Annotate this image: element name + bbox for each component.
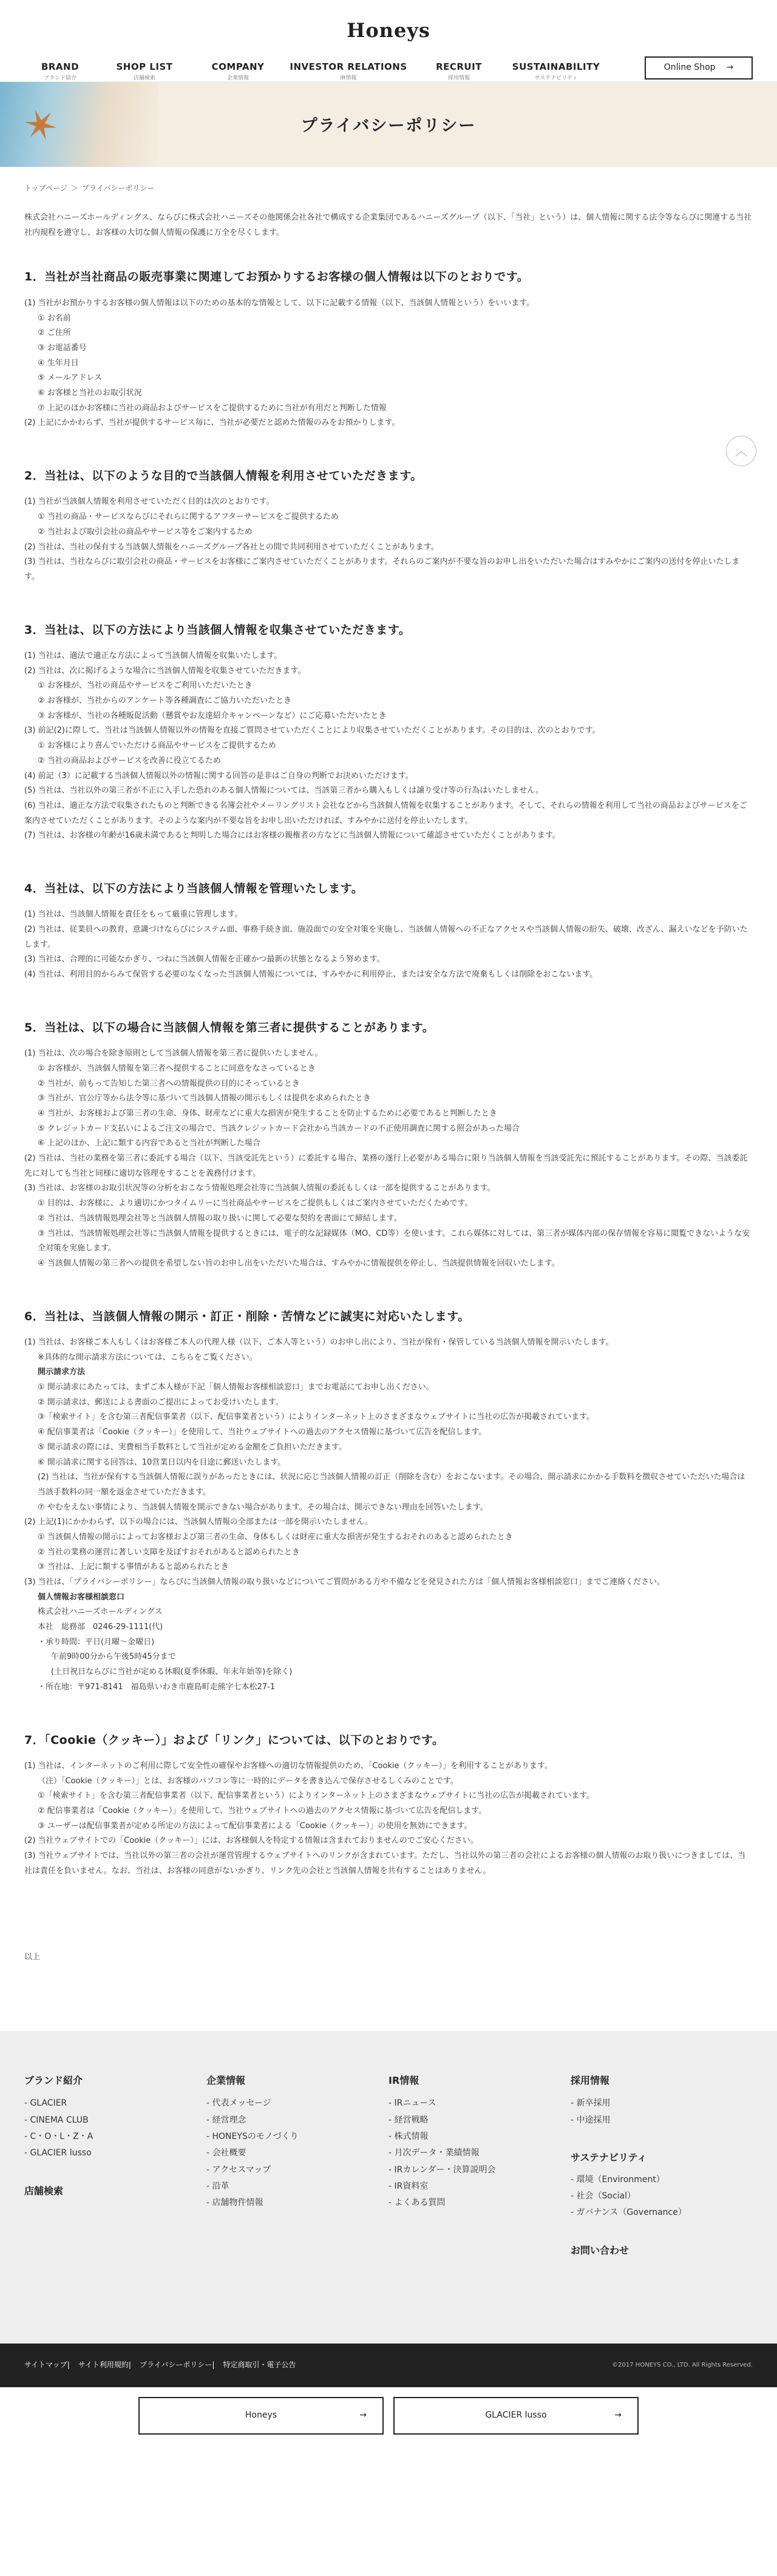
footer-heading[interactable]: 企業情報 [206,2074,246,2086]
section-line: ② 配信事業者は「Cookie（クッキー）」を使用して、当社ウェブサイトへの過去のアクセス情報に基づいて広告を配信します。 [38,1806,487,1815]
nav-item-label: INVESTOR RELATIONS [290,61,407,72]
section-line: (3) 当社は、お客様のお取引状況等の分析をおこなう情報処理会社等に当該個人情報の委託もしくは一部を提供することがあります。 [24,1184,495,1193]
section-line: (1) 当社は、インターネットのご利用に際して安全性の確保やお客様への適切な情報提供のため、「Cookie（クッキー）」を利用することがあります。 [24,1761,552,1771]
page-hero [0,82,777,167]
page-title: プライバシーポリシー [300,117,477,135]
section-line: ① 当該個人情報の開示によってお客様および第三者の生命、身体もしくは財産に重大な損害が発生するおそれのあると認められたとき [38,1532,513,1542]
starfish-icon: ✶ [15,96,66,155]
section-line: (3) 当社は、「プライバシーポリシー」ならびに当該個人情報の取り扱いなどについてご質問がある方や不備などを発見された方は「個人情報お客様相談窓口」までご連絡ください。 [24,1578,665,1587]
global-nav [24,60,608,83]
section-line: (7) 当社は、お客様の年齢が16歳未満であると判明した場合にはお客様の親権者の方などに当該個人情報について確認させていただくことがあります。 [24,831,560,841]
section-line: ② 当社が、前もって告知した第三者への情報提供の目的にそっているとき [38,1079,300,1088]
footer-link[interactable]: - 月次データ・業績情報 [388,2148,480,2158]
section-line: 午前9時00分から午後5時45分まで [51,1652,176,1662]
section-line: (2) 当社は、当社の業務を第三者に委託する場合（以下、当該受託先という）に委託する場合、業務の遂行上必要がある場合に限り当該個人情報を当該受託先に預託することがあります。その際、当該委託先に対しても当社と同様に適切な管理をすることを義務付けます。 [24,1154,748,1178]
section-line: ③ ユーザーは配信事業者が定める所定の方法によって配信事業者による「Cookie（クッキー）」の使用を無効にできます。 [38,1821,472,1831]
footer-heading[interactable]: お問い合わせ [571,2244,629,2256]
footer-link[interactable]: - 新卒採用 [571,2098,611,2109]
policy-section-5 [24,1019,753,1272]
section-title: 5．当社は、以下の場合に当該個人情報を第三者に提供することがあります。 [24,1020,435,1034]
section-title: 6．当社は、当該個人情報の開示・訂正・削除・苦情などに誠実に対応いたします。 [24,1309,470,1323]
section-line: (3) 当社は、合理的に可能なかぎり、つねに当該個人情報を正確かつ最新の状態となるよう努めます。 [24,955,385,964]
section-line: ① お客様が、当該個人情報を第三者へ提供することに同意をなさっているとき [38,1063,316,1073]
policy-section-6 [24,1308,753,1695]
footer-link[interactable]: - 店舗物件情報 [206,2198,263,2208]
footer-link[interactable]: - IRカレンダー・決算説明会 [388,2164,496,2175]
footer-bottom-link[interactable]: プライバシーポリシー [139,2361,212,2370]
section-line: ⑦ 上記のほかお客様に当社の商品およびサービスをご提供するために当社が有用だと判断した情報 [38,403,387,413]
section-line: (2) 上記にかかわらず、当社が提供するサービス毎に、当社が必要だと認めた情報のみをお預かりします。 [24,418,400,428]
section-title: 2．当社は、以下のような目的で当該個人情報を利用させていただきます。 [24,469,422,483]
footer-link[interactable]: - GLACIER [24,2098,67,2109]
footer-link[interactable]: - 社会（Social） [571,2191,636,2201]
footer-heading[interactable]: サステナビリティ [571,2151,647,2163]
section-line: ④ 配信事業者は「Cookie（クッキー）」を使用して、当社ウェブサイトへの過去のアクセス情報に基づいて広告を配信します。 [38,1428,487,1437]
section-line: ① 目的は、お客様に、より適切にかつタイムリーに当社商品やサービスをご提供もしくはご案内させていただくためです。 [38,1199,473,1208]
section-line: (1) 当社は、お客様ご本人もしくはお客様ご本人の代理人様（以下、ご本人等という）のお申し出により、当社が保有・保管している当該個人情報を開示いたします。 [24,1338,614,1347]
section-line: ⑤ 開示請求の際には、実費相当手数料として当社が定める金額をご負担いただきます。 [38,1442,347,1452]
breadcrumb-current: プライバシーポリシー [81,184,155,192]
section-line: ③ 当社が、官公庁等から法令等に基づいて当該個人情報の開示もしくは提供を求められたとき [38,1094,371,1103]
footer-links [24,2359,296,2371]
section-line: ① 当社の商品・サービスならびにそれらに関するアフターサービスをご提供するため [38,512,339,522]
shop-button-label: GLACIER lusso [485,2410,547,2420]
section-title: 1．当社が当社商品の販売事業に関連してお預かりするお客様の個人情報は以下のとおりです。 [24,270,529,284]
site-header [0,0,777,82]
online-shop-button[interactable] [645,56,753,80]
site-logo[interactable]: Honeys [347,19,430,42]
footer-column [206,2073,388,2259]
section-line: ③「検索サイト」を含む第三者配信事業者（以下、配信事業者という）によりインターネット上のさまざまなウェブサイトに当社の広告が掲載されています。 [38,1412,595,1422]
section-line: ⑤ メールアドレス [38,373,103,383]
section-line: （注）「Cookie（クッキー）」とは、お客様のパソコン等に一時的にデータを書き込んで保存させるしくみのことです。 [38,1776,458,1786]
section-line: (1) 当社は、次の場合を除き原則として当該個人情報を第三者に提供いたしません。 [24,1049,323,1059]
footer-link[interactable]: - 会社概要 [206,2148,246,2158]
section-line: (1) 当社が当該個人情報を利用させていただく目的は次のとおりです。 [24,497,274,507]
footer-link[interactable]: - 沿革 [206,2181,229,2191]
nav-item-label: SHOP LIST [116,61,173,72]
footer-heading[interactable]: IR情報 [388,2074,419,2086]
section-line: ① お客様により喜んでいただける商品やサービスをご提供するため [38,741,276,751]
arrow-right-icon: → [726,63,734,73]
section-line: ・所在地：〒971-8141 福島県いわき市鹿島町走熊字七本松27-1 [38,1682,276,1692]
shop-button-label: Honeys [245,2410,277,2420]
nav-item-label: RECRUIT [436,61,482,72]
section-line: (2) 当社は、当社の保有する当該個人情報をハニーズグループ各社との間で共同利用させていただくことがあります。 [24,542,439,552]
section-line: (2) 当社ウェブサイトでの「Cookie（クッキー）」には、お客様個人を特定する情報は含まれておりませんのでご安心ください。 [24,1836,478,1846]
section-line: ② 開示請求は、郵送による書面のご提出によってお受けいたします。 [38,1397,283,1407]
footer-bottom-link[interactable]: サイトマップ [24,2361,67,2370]
footer-bottom-link[interactable]: サイト利用規約 [78,2361,129,2370]
footer-heading[interactable]: 採用情報 [571,2074,610,2086]
online-shop-title: 公式オンラインショップ [339,2371,438,2383]
footer-online-shop [0,2371,777,2435]
nav-item-sublabel: ブランド紹介 [43,75,76,82]
section-line: (5) 当社は、当社以外の第三者が不正に入手した恐れのある個人情報については、当該第三者から購入もしくは譲り受け等の行為はいたしません。 [24,786,544,796]
section-title: 7．「Cookie（クッキー）」および「リンク」については、以下のとおりです。 [24,1733,444,1747]
section-line: ⑦ やむをえない事情により、当該個人情報を開示できない場合があります。その場合は、開示できない理由を回答いたします。 [38,1502,488,1512]
section-line: (1) 当社がお預かりするお客様の個人情報は以下のための基本的な情報として、以下に記載する情報（以下、当該個人情報という）をいいます。 [24,298,535,308]
nav-item-brand[interactable] [24,60,96,83]
section-title: 3．当社は、以下の方法により当該個人情報を収集させていただきます。 [24,623,411,637]
nav-item-recruit[interactable] [414,60,504,83]
section-line: ② ご住所 [38,328,71,338]
breadcrumb-separator: ＞ [70,184,78,192]
footer-heading[interactable]: 店舗検索 [24,2185,64,2197]
footer-column [24,2073,206,2259]
footer-columns [24,2073,753,2259]
section-line: 個人情報お客様相談窓口 [38,1592,125,1602]
policy-section-7 [24,1732,753,1879]
footer-link[interactable]: - アクセスマップ [206,2164,271,2175]
link-separator: | [128,2361,131,2370]
footer-link[interactable]: - 環境（Environment） [571,2174,665,2185]
closing-text: 以上 [24,1953,41,1962]
footer-link[interactable]: - 株式情報 [388,2131,429,2141]
footer-link[interactable]: - 経営戦略 [388,2115,429,2125]
footer-link[interactable]: - 中途採用 [571,2115,611,2125]
link-separator: | [67,2361,70,2370]
section-line: (2) 当社は、従業員への教育、意識づけならびにシステム面、事務手続き面、施設面での安全対策を実施し、当該個人情報への不正なアクセスや当該個人情報の紛失、破壊、改ざん、漏えいなどを予防いたします。 [24,925,748,949]
online-shop-label: Online Shop [663,63,716,73]
section-line: ③ お電話番号 [38,343,87,353]
policy-section-1 [24,268,753,431]
section-line: (4) 当社は、利用目的からみて保管する必要のなくなった当該個人情報については、すみやかに利用停止、または安全な方法で廃棄もしくは削除をおこないます。 [24,970,598,980]
section-line: ※具体的な開示請求方法については、こちらをご覧ください。 [38,1352,257,1362]
section-line: (土日祝日ならびに当社が定める休暇(夏季休暇、年末年始等)を除く) [51,1667,293,1677]
section-line: ① お客様が、当社の商品やサービスをご利用いただいたとき [38,681,253,691]
section-line: ④ 生年月日 [38,358,79,368]
nav-item-label: BRAND [41,61,80,72]
section-line: ③ 当社は、上記に類する事情があると認められたとき [38,1562,229,1572]
scroll-top-button[interactable] [726,436,756,466]
nav-item-sustainability[interactable] [504,60,608,83]
section-line: (2) 上記(1)にかかわらず、以下の場合には、当該個人情報の全部または一部を開示いたしません。 [24,1517,373,1527]
section-line: ③ お客様が、当社の各種販促活動（懸賞やお友達紹介キャンペーンなど）にご応募いただいたとき [38,711,387,720]
chevron-up-icon: ︿ [735,443,747,458]
arrow-right-icon: → [359,2410,367,2420]
footer-link[interactable]: - IRニュース [388,2098,436,2109]
online-shop-buttons [0,2397,777,2435]
policy-content [0,211,777,1964]
section-line: 開示請求方法 [38,1368,86,1377]
section-line: (1) 当社は、当該個人情報を責任をもって厳重に管理します。 [24,910,243,920]
section-line: ・承り時間：平日(月曜〜金曜日) [38,1637,155,1647]
nav-item-shop-list[interactable] [96,60,193,83]
breadcrumb-home[interactable]: トップページ [24,184,67,192]
section-line: ④ 当該個人情報の第三者への提供を希望しない旨のお申し出をいただいた場合は、すみやかに情報提供を停止し、当該提供情報を回収いたします。 [38,1258,560,1268]
nav-item-sublabel: 企業情報 [226,75,249,82]
shop-button-glacier-lusso[interactable] [393,2397,639,2435]
section-line: (2) 当社は、次に掲げるような場合に当該個人情報を収集させていただきます。 [24,666,306,676]
footer-link[interactable]: - ガバナンス（Governance） [571,2208,687,2218]
section-line: ⑤ クレジットカード支払いによるご注文の場合で、当該クレジットカード会社から当該カードの不正使用調査に関する照会があった場合 [38,1124,520,1133]
nav-item-label: COMPANY [211,61,265,72]
section-line: ② 当社は、当該情報処理会社等と当該個人情報の取り扱いに関して必要な契約を書面にて締結します。 [38,1213,402,1223]
footer-link[interactable]: - IR資料室 [388,2181,429,2191]
section-line: 株式会社ハニーズホールディングス [38,1607,163,1617]
shop-button-honeys[interactable] [138,2397,384,2435]
nav-item-sublabel: 店舗検索 [133,75,155,82]
nav-item-company[interactable] [193,60,283,83]
policy-section-3 [24,622,753,844]
nav-item-sublabel: IR情報 [340,75,357,82]
nav-item-sublabel: 採用情報 [447,75,470,82]
section-line: (3) 当社は、当社ならびに取引会社の商品・サービスをお客様にご案内させていただくことがあります。それらのご案内が不要な旨のお申し出をいただいた場合はすみやかにご案内の送付を停止いたします。 [24,557,740,581]
section-line: ⑥ 開示請求に関する回答は、10営業日以内を目途に郵送いたします。 [38,1457,286,1467]
section-line: (2) 当社は、当社が保有する当該個人情報に誤りがあったときには、状況に応じ当該個人情報の訂正（削除を含む）をおこないます。その場合、開示請求にかかる手数料を徴収させていただいた場合は当該手数料の同一額を返金させていただきます。 [38,1473,745,1497]
footer-link[interactable]: - CINEMA CLUB [24,2115,89,2125]
arrow-right-icon: → [614,2410,622,2420]
section-line: ⑥ お客様と当社のお取引状況 [38,388,142,398]
footer-link[interactable]: - よくある質問 [388,2198,446,2208]
section-line: ② お客様が、当社からのアンケート等各種調査にご協力いただいたとき [38,696,292,706]
nav-item-investor-relations[interactable] [283,60,414,83]
section-line: ④ 当社が、お客様および第三者の生命、身体、財産などに重大な損害が発生することを防止するために必要であると判断したとき [38,1109,497,1118]
footer-link[interactable]: - C・O・L・Z・A [24,2131,93,2141]
nav-item-label: SUSTAINABILITY [512,61,600,72]
link-separator: | [212,2361,215,2370]
policy-section-2 [24,467,753,585]
footer-link[interactable]: - HONEYSのモノづくり [206,2131,299,2141]
breadcrumb [0,167,777,206]
section-line: 本社 総務部 0246-29-1111(代) [38,1622,163,1632]
section-line: ② 当社の業務の運営に著しい支障を及ぼすおそれがあると認められたとき [38,1547,300,1557]
footer-column [571,2073,753,2259]
footer-bottom-link[interactable]: 特定商取引・電子公告 [223,2361,296,2370]
policy-section-4 [24,880,753,983]
section-line: ② 当社の商品およびサービスを改善に役立てるため [38,756,221,765]
section-line: ① お名前 [38,313,71,323]
intro-text: 株式会社ハニーズホールディングス、ならびに株式会社ハニーズその他関係会社各社で構成する企業集団であるハニーズグループ（以下、「当社」という）は、個人情報に関する法令等ならびに関連する当社社内規程を遵守し、お客様の大切な個人情報の保護に万全を尽くします。 [24,213,752,237]
section-line: (1) 当社は、適法で適正な方法によって当該個人情報を収集いたします。 [24,651,282,660]
section-line: ③ 当社は、当該情報処理会社等に当該個人情報を提供するときには、電子的な記録媒体（MO、CD等）を使います。これら媒体に対しては、第三者が媒体内部の保存情報を容易に閲覧できないような安全対策を実施します。 [38,1229,750,1253]
footer-link[interactable]: - 代表メッセージ [206,2098,271,2109]
footer-link[interactable]: - GLACIER lusso [24,2148,92,2158]
section-line: (3) 当社ウェブサイトでは、当社以外の第三者の会社が運営管理するウェブサイトへのリンクが含まれています。ただし、当社以外の第三者の会社によるお客様の個人情報のお取り扱いにつきましては、当社は責任を負いません。なお、当社は、お客様の同意がないかぎり、リンク先の会社と当該個人情報を共有することはありません。 [24,1851,746,1876]
section-line: (6) 当社は、適正な方法で収集されたものと判断できる名簿会社やメーリングリスト会社などから当該個人情報を収集することがあります。そして、それらの情報を利用して当社の商品およびサービスをご案内させていただくことがあります。そのような案内が不要な旨をお申し出いただければ、すみやかに送付を停止いたします。 [24,801,747,825]
section-line: ① 開示請求にあたっては、まずご本人様が下記「個人情報お客様相談窓口」までお電話にてお申し出ください。 [38,1383,434,1392]
section-line: ①「検索サイト」を含む第三者配信事業者（以下、配信事業者という）によりインターネット上のさまざまなウェブサイトに当社の広告が掲載されています。 [38,1791,595,1801]
section-title: 4．当社は、以下の方法により当該個人情報を管理いたします。 [24,881,364,895]
footer-column [388,2073,571,2259]
copyright: ©2017 HONEYS CO., LTD. All Rights Reserved. [612,2361,753,2368]
footer-link[interactable]: - 経営理念 [206,2115,246,2125]
section-line: ② 当社および取引会社の商品やサービス等をご案内するため [38,527,253,537]
footer-heading[interactable]: ブランド紹介 [24,2074,83,2086]
section-line: ⑥ 上記のほか、上記に類する内容であると当社が判断した場合 [38,1139,260,1148]
section-line: (3) 前記(2)に際して、当社は当該個人情報以外の情報を直接ご質問させていただくことにより収集させていただくことがあります。その目的は、次のとおりです。 [24,726,600,736]
section-line: (4) 前記（3）に記載する当該個人情報以外の情報に関する回答の是非はご自身の判断でお決めいただけます。 [24,771,413,781]
nav-item-sublabel: サステナビリティ [534,75,578,82]
